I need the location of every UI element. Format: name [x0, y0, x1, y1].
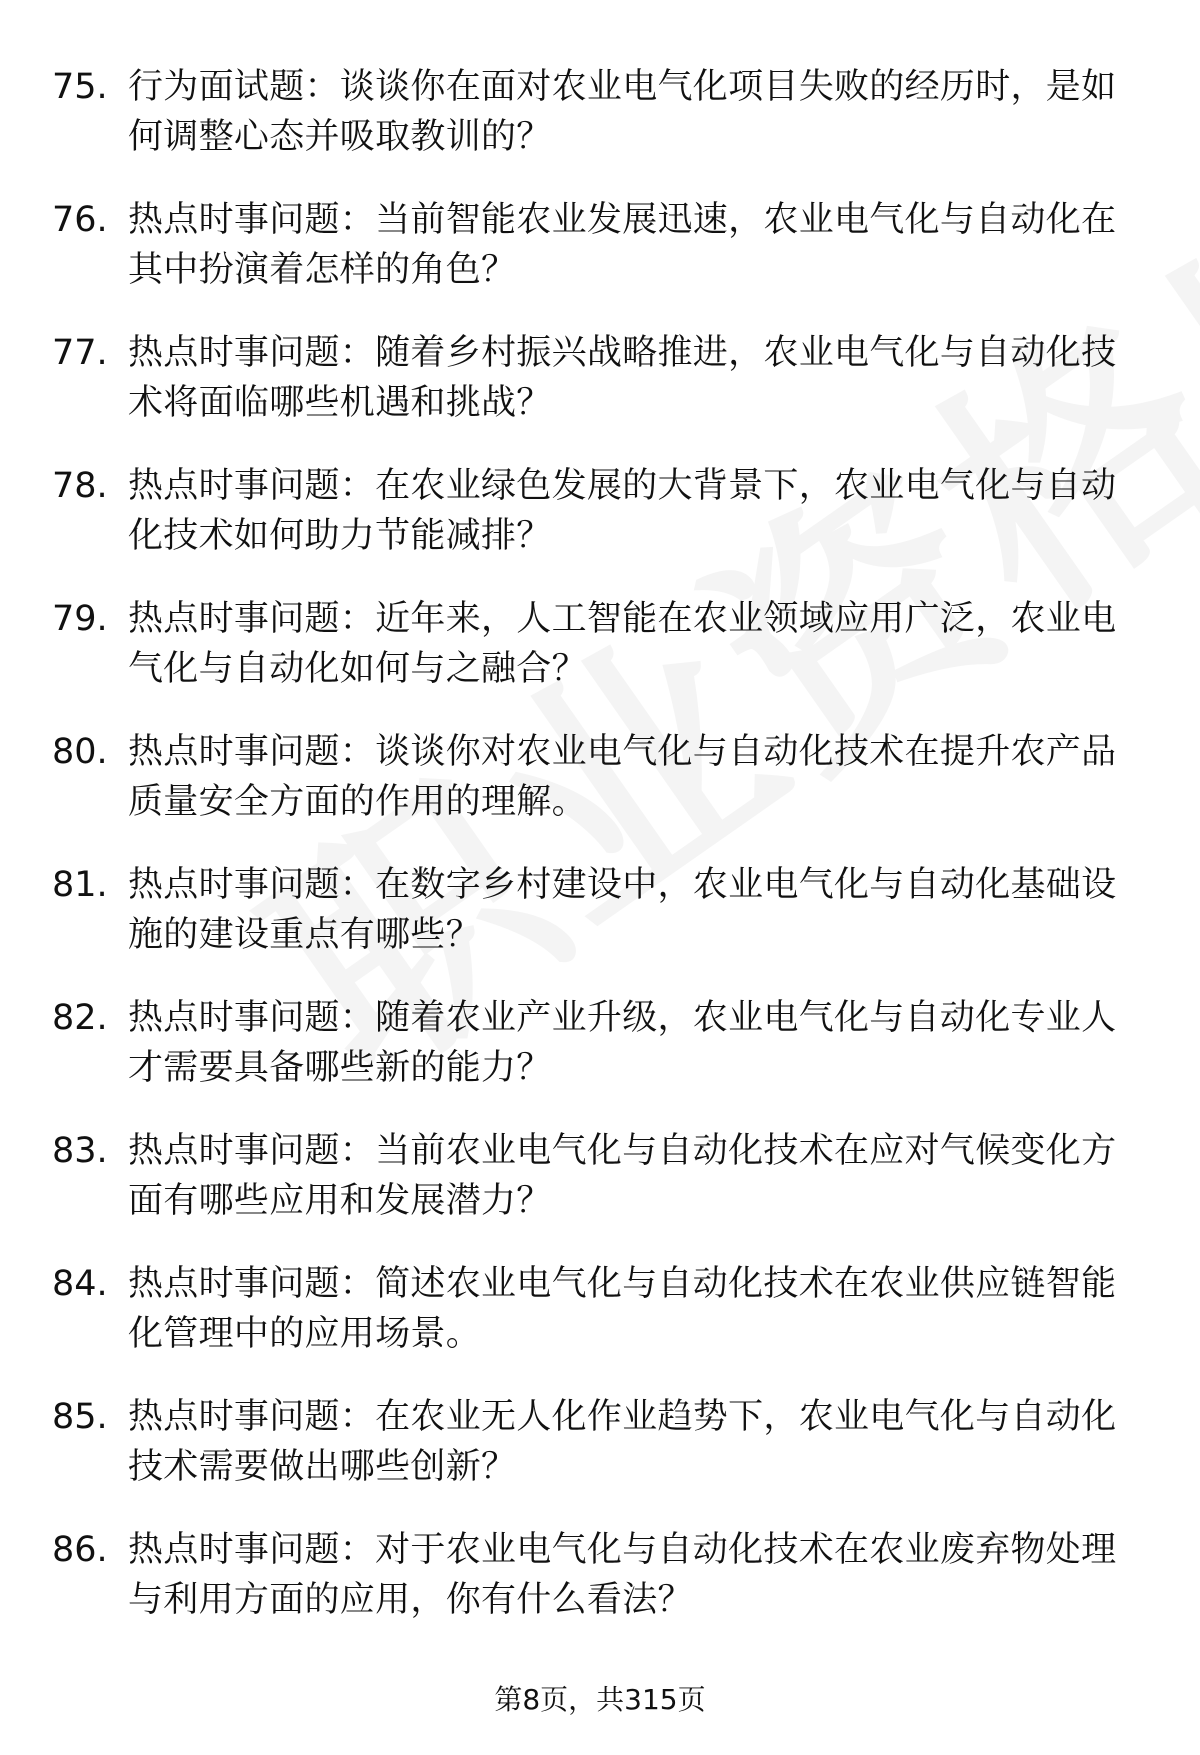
list-item: [0, 993, 1200, 1126]
question-number: 84.: [52, 1264, 108, 1304]
list-item: [0, 328, 1200, 461]
question-number: 76.: [52, 200, 108, 240]
question-number: 85.: [52, 1397, 108, 1437]
question-text: 热点时事问题：简述农业电气化与自动化技术在农业供应链智能化管理中的应用场景。: [128, 1264, 1117, 1354]
question-number: 83.: [52, 1131, 108, 1171]
question-number: 81.: [52, 865, 108, 905]
question-number: 80.: [52, 732, 108, 772]
question-text: 热点时事问题：在数字乡村建设中，农业电气化与自动化基础设施的建设重点有哪些？: [128, 865, 1117, 955]
list-item: [0, 461, 1200, 594]
question-number: 86.: [52, 1530, 108, 1570]
question-number: 75.: [52, 67, 108, 107]
question-number: 79.: [52, 599, 108, 639]
list-item: [0, 1126, 1200, 1259]
question-text: 热点时事问题：近年来，人工智能在农业领域应用广泛，农业电气化与自动化如何与之融合？: [128, 599, 1117, 689]
list-item: [0, 860, 1200, 993]
question-text: 热点时事问题：随着乡村振兴战略推进，农业电气化与自动化技术将面临哪些机遇和挑战？: [128, 333, 1117, 423]
question-text: 热点时事问题：当前智能农业发展迅速，农业电气化与自动化在其中扮演着怎样的角色？: [128, 200, 1117, 290]
question-text: 行为面试题：谈谈你在面对农业电气化项目失败的经历时，是如何调整心态并吸取教训的？: [128, 67, 1117, 157]
question-text: 热点时事问题：随着农业产业升级，农业电气化与自动化专业人才需要具备哪些新的能力？: [128, 998, 1117, 1088]
question-text: 热点时事问题：当前农业电气化与自动化技术在应对气候变化方面有哪些应用和发展潜力？: [128, 1131, 1117, 1221]
list-item: [0, 1259, 1200, 1392]
question-text: 热点时事问题：对于农业电气化与自动化技术在农业废弃物处理与利用方面的应用，你有什么看法？: [128, 1530, 1117, 1620]
question-number: 82.: [52, 998, 108, 1038]
question-text: 热点时事问题：在农业绿色发展的大背景下，农业电气化与自动化技术如何助力节能减排？: [128, 466, 1117, 556]
list-item: [0, 727, 1200, 860]
list-item: [0, 62, 1200, 195]
list-item: [0, 1392, 1200, 1525]
question-text: 热点时事问题：在农业无人化作业趋势下，农业电气化与自动化技术需要做出哪些创新？: [128, 1397, 1117, 1487]
question-text: 热点时事问题：谈谈你对农业电气化与自动化技术在提升农产品质量安全方面的作用的理解。: [128, 732, 1117, 822]
list-item: [0, 594, 1200, 727]
page-footer: 第8页，共315页: [494, 1683, 706, 1716]
list-item: [0, 195, 1200, 328]
question-number: 77.: [52, 333, 108, 373]
question-number: 78.: [52, 466, 108, 506]
question-list: [0, 62, 1200, 1658]
list-item: [0, 1525, 1200, 1658]
